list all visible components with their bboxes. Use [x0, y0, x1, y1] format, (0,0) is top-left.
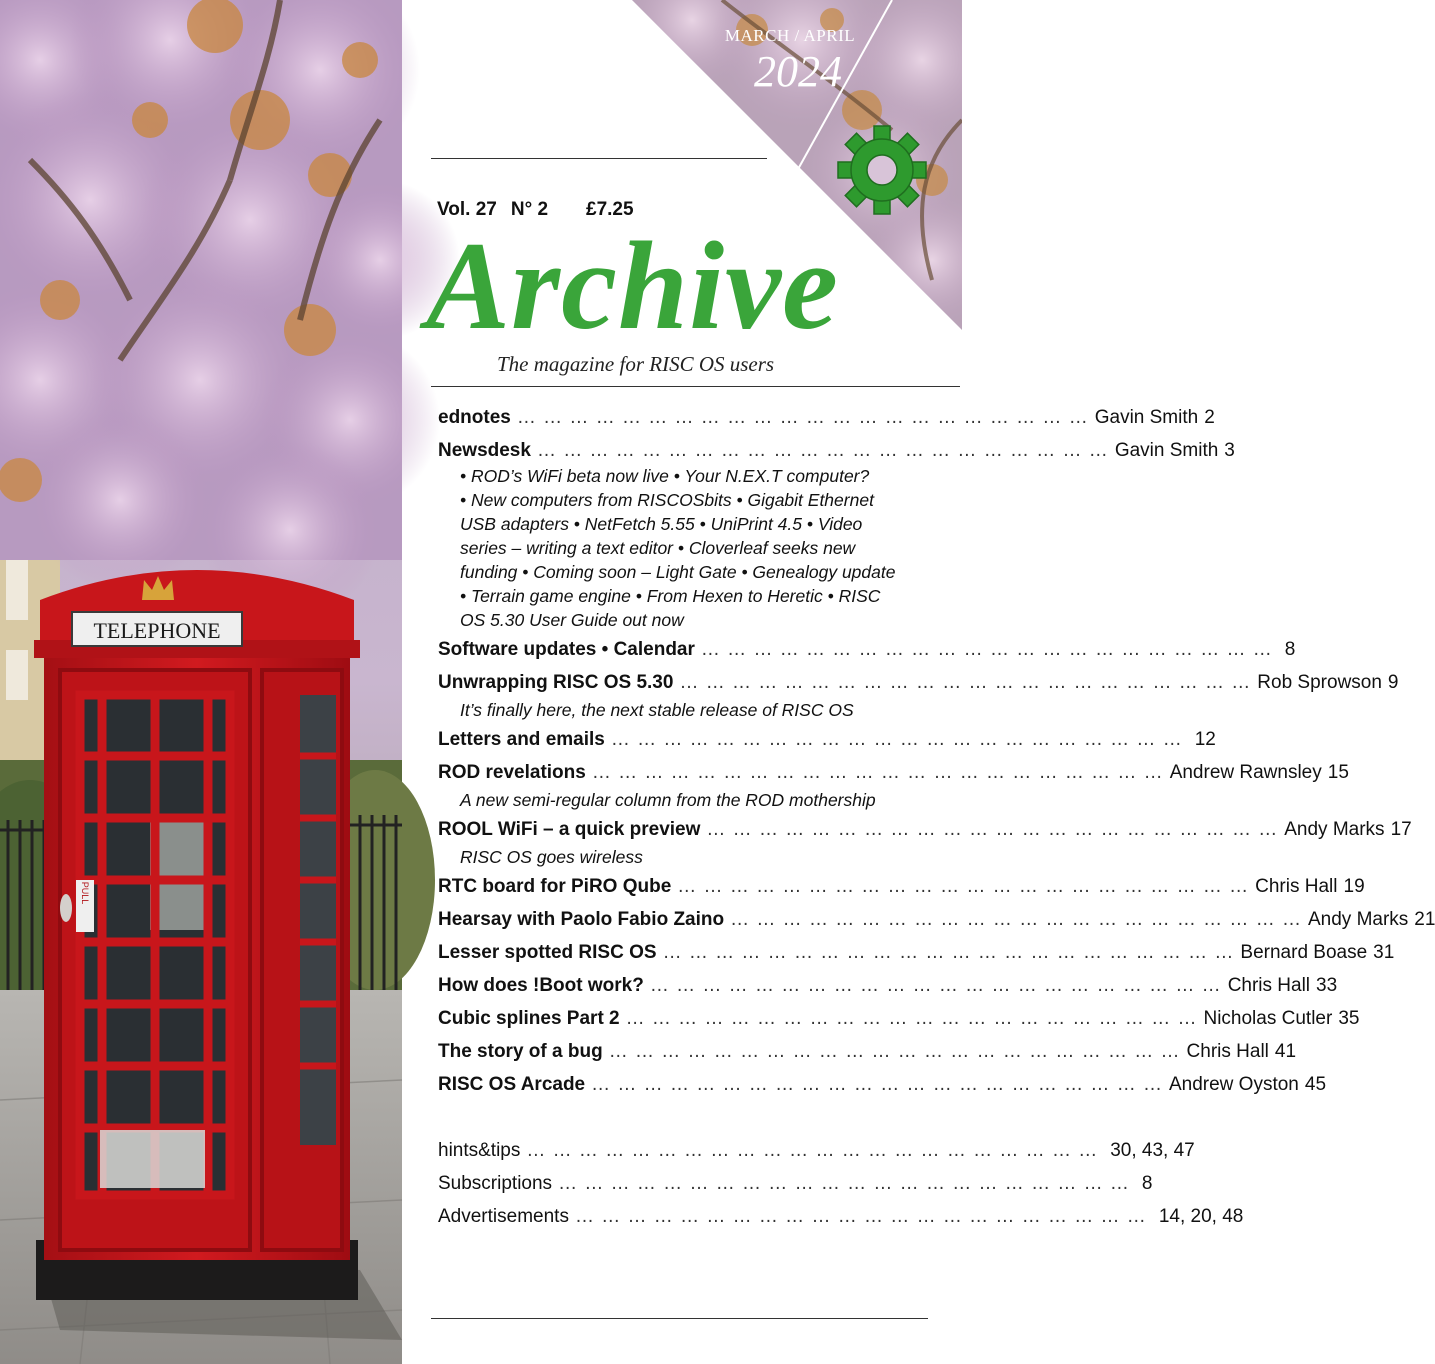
contents-entry [438, 1037, 1297, 1067]
entry-page: 17 [1390, 819, 1412, 840]
masthead-rule [431, 386, 960, 387]
magazine-title: Archive [426, 217, 839, 356]
top-rule [431, 158, 767, 159]
misc-title: hints&tips [438, 1140, 521, 1161]
entry-page: 31 [1373, 942, 1395, 963]
entry-title: Unwrapping RISC OS 5.30 [438, 672, 674, 693]
entry-title: ednotes [438, 407, 511, 428]
entry-description: A new semi-regular column from the ROD mothership [460, 790, 876, 810]
misc-title: Advertisements [438, 1206, 569, 1227]
entry-author: Andy Marks [1284, 819, 1385, 840]
issue-number: N° 2 [510, 199, 549, 220]
entry-title: ROD revelations [438, 762, 586, 783]
entry-page: 21 [1414, 909, 1435, 930]
entry-title: How does !Boot work? [438, 975, 644, 996]
contents-list [438, 403, 1435, 1100]
summary-line: • ROD’s WiFi beta now live • Your N.EX.T computer? [460, 466, 870, 486]
misc-list [438, 1134, 1244, 1233]
contents-entry [438, 758, 1349, 788]
leader-dots: … … … … … … … … … … … … … … … … … … … … … … [706, 819, 1279, 840]
misc-pages: 30, 43, 47 [1110, 1140, 1195, 1161]
summary-line: OS 5.30 User Guide out now [460, 610, 684, 630]
contents-entry [438, 725, 1216, 755]
cover-photo [0, 0, 402, 1364]
leader-dots: … … … … … … … … … … … … … … … … … … … … … … [700, 639, 1273, 660]
entry-page: 15 [1327, 762, 1349, 783]
leader-dots: … … … … … … … … … … … … … … … … … … … … … … [536, 440, 1109, 461]
contents-entry [438, 668, 1399, 698]
entry-author: Rob Sprowson [1257, 672, 1382, 693]
summary-line: funding • Coming soon – Light Gate • Genealogy update [460, 562, 896, 582]
summary-line: series – writing a text editor • Cloverleaf seeks new [460, 538, 856, 558]
entry-title: Cubic splines Part 2 [438, 1008, 620, 1029]
entry-author: Andrew Oyston [1168, 1074, 1299, 1095]
contents-entry [438, 403, 1215, 433]
leader-dots: … … … … … … … … … … … … … … … … … … … … … … [625, 1008, 1198, 1029]
issue-year: 2024 [754, 47, 842, 96]
contents-entry [438, 436, 1235, 466]
leader-dots: … … … … … … … … … … … … … … … … … … … … … … [516, 407, 1089, 428]
entry-page: 41 [1274, 1041, 1297, 1062]
leader-dots: … … … … … … … … … … … … … … … … … … … … … … [591, 762, 1164, 783]
entry-description: It’s finally here, the next stable release of RISC OS [460, 700, 854, 720]
leader-dots: … … … … … … … … … … … … … … … … … … … … … … [677, 876, 1250, 897]
price: £7.25 [586, 199, 634, 220]
entry-author: Bernard Boase [1240, 942, 1368, 963]
leader-dots: … … … … … … … … … … … … … … … … … … … … … … [608, 1041, 1181, 1062]
leader-dots: … … … … … … … … … … … … … … … … … … … … … … [558, 1173, 1130, 1194]
leader-dots: … … … … … … … … … … … … … … … … … … … … … … [649, 975, 1222, 996]
entry-author: Chris Hall [1186, 1041, 1269, 1062]
entry-title: ROOL WiFi – a quick preview [438, 819, 701, 840]
misc-entry [438, 1200, 1244, 1233]
entry-author: Andrew Rawnsley [1169, 762, 1322, 783]
magazine-subtitle: The magazine for RISC OS users [497, 352, 775, 376]
entry-page: 19 [1343, 876, 1365, 897]
bottom-rule [431, 1318, 928, 1319]
leader-dots: … … … … … … … … … … … … … … … … … … … … … … [610, 729, 1183, 750]
misc-entry [438, 1134, 1195, 1167]
contents-entry [438, 872, 1365, 902]
entry-author: Chris Hall [1227, 975, 1311, 996]
contents-entry [438, 815, 1412, 845]
contents-entry [438, 635, 1296, 665]
misc-pages: 14, 20, 48 [1158, 1206, 1244, 1227]
entry-author: Chris Hall [1255, 876, 1338, 897]
leader-dots: … … … … … … … … … … … … … … … … … … … … … … [679, 672, 1252, 693]
contents-entry [438, 1004, 1360, 1034]
entry-title: RTC board for PiRO Qube [438, 876, 672, 897]
leader-dots: … … … … … … … … … … … … … … … … … … … … … … [526, 1140, 1099, 1161]
entry-page: 33 [1316, 975, 1338, 996]
entry-title: Newsdesk [438, 440, 531, 461]
misc-pages: 8 [1141, 1173, 1153, 1194]
leader-dots: … … … … … … … … … … … … … … … … … … … … … … [730, 909, 1302, 930]
entry-title: Lesser spotted RISC OS [438, 942, 657, 963]
entry-title: RISC OS Arcade [438, 1074, 586, 1095]
entry-page: 35 [1338, 1008, 1360, 1029]
leader-dots: … … … … … … … … … … … … … … … … … … … … … … [662, 942, 1235, 963]
entry-author: Gavin Smith [1094, 407, 1199, 428]
summary-line: • Terrain game engine • From Hexen to Heretic • RISC [460, 586, 881, 606]
entry-author: Andy Marks [1307, 909, 1409, 930]
misc-entry [438, 1167, 1153, 1200]
misc-title: Subscriptions [438, 1173, 553, 1194]
summary-line: • New computers from RISCOSbits • Gigabit Ethernet [460, 490, 874, 510]
summary-line: USB adapters • NetFetch 5.55 • UniPrint 4.5 • Video [460, 514, 863, 534]
newsdesk-summary [438, 464, 924, 632]
entry-page: 2 [1204, 407, 1215, 428]
entry-page: 9 [1387, 672, 1399, 693]
entry-page: 45 [1304, 1074, 1327, 1095]
entry-page: 3 [1224, 440, 1235, 461]
volume: Vol. 27 [437, 199, 497, 220]
entry-title: Letters and emails [438, 729, 605, 750]
telephone-sign: TELEPHONE [93, 618, 221, 643]
entry-author: Gavin Smith [1114, 440, 1219, 461]
contents-entry [438, 938, 1395, 968]
entry-title: The story of a bug [438, 1041, 603, 1062]
leader-dots: … … … … … … … … … … … … … … … … … … … … … … [574, 1206, 1147, 1227]
contents-entry [438, 971, 1338, 1001]
entry-title: Hearsay with Paolo Fabio Zaino [438, 909, 725, 930]
entry-description: RISC OS goes wireless [460, 847, 643, 867]
entry-author: Nicholas Cutler [1203, 1008, 1333, 1029]
leader-dots: … … … … … … … … … … … … … … … … … … … … … … [591, 1074, 1163, 1095]
contents-entry [438, 905, 1435, 935]
issue-months: MARCH / APRIL [724, 26, 856, 45]
entry-title: Software updates • Calendar [438, 639, 695, 660]
entry-page: 8 [1284, 639, 1296, 660]
entry-page: 12 [1194, 729, 1216, 750]
pull-label: PULL [80, 881, 90, 905]
gear-icon [834, 122, 930, 218]
contents-entry [438, 1070, 1327, 1100]
